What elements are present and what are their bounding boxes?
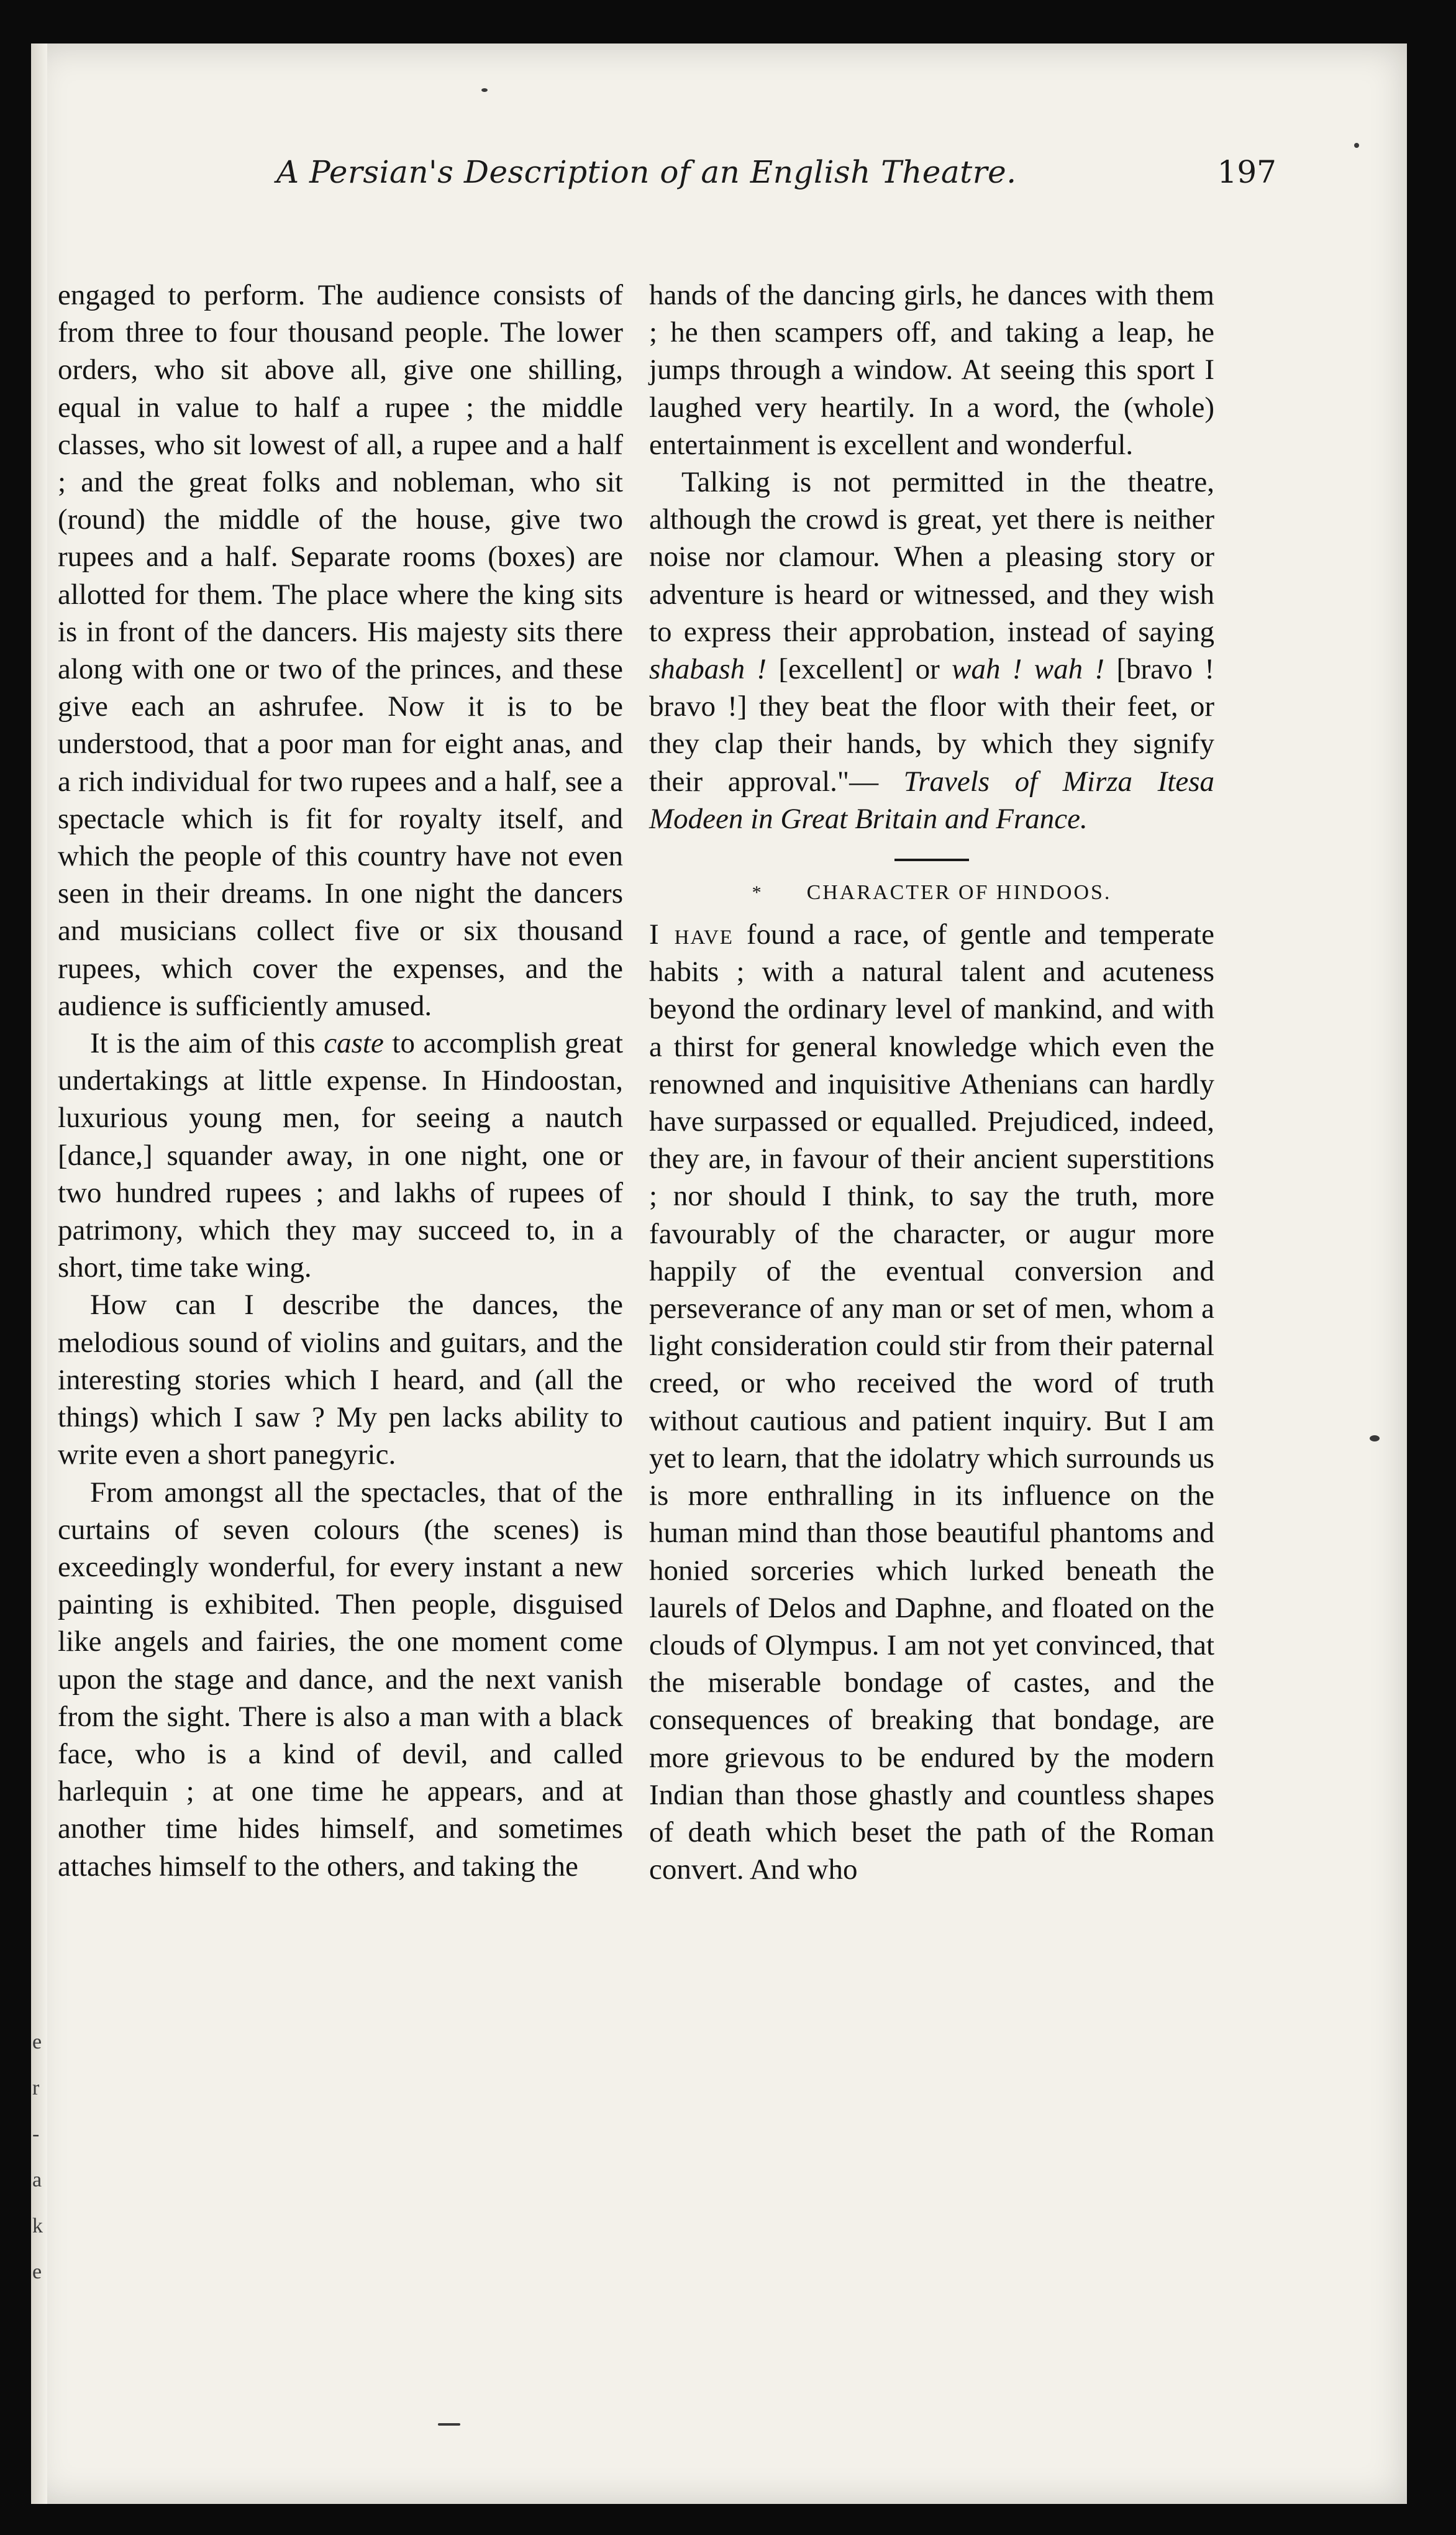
right-paragraph-3	[649, 916, 1214, 1888]
italic-word-shabash: shabash !	[649, 653, 767, 686]
text-run: [excellent] or	[767, 653, 952, 686]
scan-speck	[438, 2423, 460, 2426]
left-paragraph-2	[58, 1025, 623, 1286]
source-citation: Travels of Mirza Itesa Modeen in Great Britain and France.	[649, 765, 1214, 835]
left-paragraph-4: From amongst all the spectacles, that of the curtains of seven colours (the scenes) is exceedingly wonderful, for every instant a new painting is exhibited. Then people, disguised like angels and fairies, the one moment come upon the stage and dance, and the next vanish from the sight. There is also a man with a black face, who is a kind of devil, and called harlequin ; at one time he appears, and at another time hides himself, and sometimes attaches himself to the others, and taking the	[58, 1476, 623, 1883]
text-run: Talking is not permitted in the theatre, although the crowd is great, yet there is neither noise nor clamour. When a pleasing story or adventure is heard or witnessed, and they wish to express their approbation, instead of saying	[649, 466, 1214, 648]
lead-words: I have	[649, 918, 734, 951]
italic-word-wah: wah ! wah !	[952, 653, 1105, 686]
left-paragraph-1: engaged to perform. The audience consists of from three to four thousand people. The lower orders, who sit above all, give one shilling, equal in value to half a rupee ; the middle classes, who sit lowest of all, a rupee and a half ; and the great folks and nobleman, who sit (round) the middle of the house, give two rupees and a half. Separate rooms (boxes) are allotted for them. The place where the king sits is in front of the dancers. His majesty sits there along with one or two of the princes, and these give each an ashrufee. Now it is to be understood, that a poor man for eight anas, and a rich individual for two rupees and a half, see a spectacle which is fit for royalty itself, and which the people of this country have not even seen in their dreams. In one night the dancers and musicians collect five or six thousand rupees, which cover the expenses, and the audience is sufficiently amused.	[58, 279, 623, 1022]
text-run: to accomplish great undertakings at little expense. In Hindoostan, luxurious young men, for seeing a nautch [dance,] squander away, in one night, one or two hundred rupees ; and lakhs of rupees of patrimony, which they may succeed to, in a short, time take wing.	[58, 1027, 624, 1284]
right-paragraph-2	[649, 464, 1214, 838]
running-title: A Persian's Description of an English Theatre.	[276, 154, 1017, 190]
scan-speck	[481, 88, 488, 92]
section-heading	[649, 879, 1214, 907]
text-run: It is the aim of this	[90, 1027, 324, 1060]
right-paragraph-1: hands of the dancing girls, he dances with them ; he then scampers off, and taking a leap, he jumps through a window. At seeing this sport I laughed very heartily. In a word, the (whole) entertainment is excellent and wonderful.	[649, 279, 1214, 461]
text-run: [bravo ! bravo !] they beat the floor with their feet, or they clap their hands, by which they signify their approval."—	[649, 653, 1214, 798]
book-page	[31, 43, 1407, 2504]
left-column	[58, 276, 623, 1885]
left-paragraph-3: How can I describe the dances, the melodious sound of violins and guitars, and the interesting stories which I heard, and (all the things) which I saw ? My pen lacks ability to write even a short panegyric.	[58, 1289, 623, 1471]
margin-letters: e r - a k e	[32, 2030, 43, 2283]
scan-speck	[1370, 1435, 1380, 1441]
right-column	[649, 276, 1214, 1888]
page-header	[276, 154, 1276, 204]
section-mark: *	[752, 882, 763, 903]
text-run: found a race, of gentle and temperate habits ; with a natural talent and acuteness beyond the ordinary level of mankind, and with a thirst for general knowledge which even the renowned and inquisitive Athenians can hardly have surpassed or equalled. Prejudiced, indeed, they are, in favour of their ancient superstitions ; nor should I think, to say the truth, more favourably of the character, or augur more happily of the eventual conversion and perseverance of any man or set of men, whom a light consideration could stir from their paternal creed, or who received the word of truth without cautious and patient inquiry. But I am yet to learn, that the idolatry which surrounds us is more enthralling in its influence on the human mind than those beautiful phantoms and honied sorceries which lurked beneath the laurels of Delos and Daphne, and floated on the clouds of Olympus. I am not yet convinced, that the miserable bondage of castes, and the consequences of breaking that bondage, are more grievous to be endured by the modern Indian than those ghastly and countless shapes of death which beset the path of the Roman convert. And who	[649, 918, 1214, 1886]
italic-word-caste: caste	[324, 1027, 384, 1060]
page-number: 197	[1217, 154, 1276, 190]
section-heading-text: CHARACTER OF HINDOOS.	[806, 881, 1112, 905]
scan-speck	[1354, 143, 1359, 148]
section-divider	[894, 859, 969, 861]
